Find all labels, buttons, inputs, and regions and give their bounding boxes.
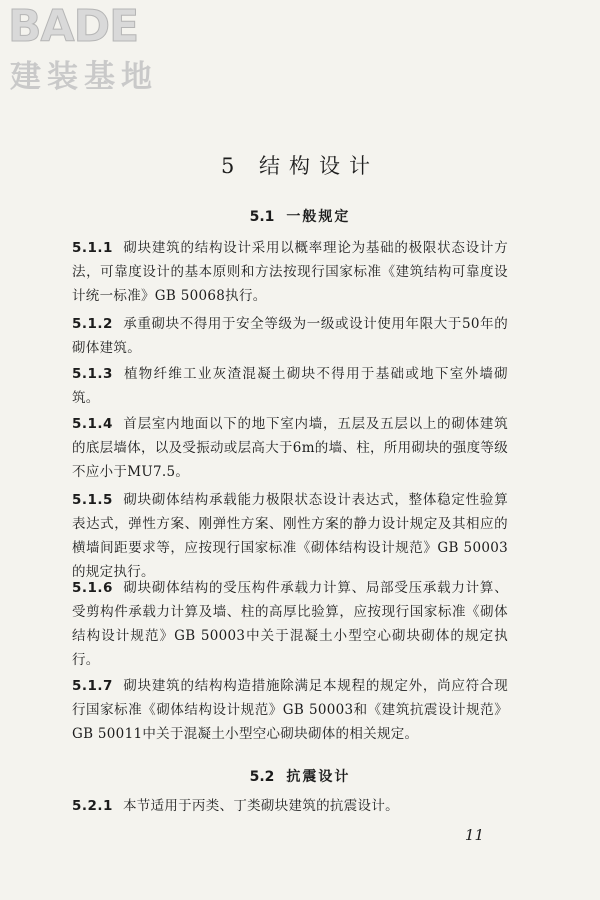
clause-5-2-1 [72,794,508,818]
clause-text: 砌块砌体结构的受压构件承载力计算、局部受压承载力计算、受剪构件承载力计算及墙、柱的高厚比验算，应按现行国家标准《砌体结构设计规范》GB 50003中关于混凝土小型空心砌块砌体的规定执行。 [72,580,508,668]
clause-number: 5.1.4 [72,416,113,432]
clause-5-1-2 [72,312,508,360]
section-title: 一般规定 [286,209,351,225]
chapter-title: 5 结构设计 [220,154,380,178]
section-number: 5.2 [249,769,275,785]
clause-number: 5.1.6 [72,580,113,596]
page-number: 11 [464,826,484,844]
clause-text: 承重砌块不得用于安全等级为一级或设计使用年限大于50年的砌体建筑。 [72,316,508,356]
clause-number: 5.1.7 [72,678,113,694]
section-heading-5-2 [0,766,600,786]
clause-text: 本节适用于丙类、丁类砌块建筑的抗震设计。 [122,798,399,814]
publisher-logo [8,1,198,104]
clause-number: 5.1.5 [72,492,113,508]
clause-5-1-7 [72,674,508,746]
clause-5-1-4 [72,412,508,484]
logo-wordmark: BADE [8,1,139,52]
clause-number: 5.1.3 [72,366,113,382]
clause-text: 植物纤维工业灰渣混凝土砌块不得用于基础或地下室外墙砌筑。 [72,366,508,406]
section-number: 5.1 [249,209,275,225]
clause-5-1-6 [72,576,508,672]
section-title: 抗震设计 [286,769,351,785]
clause-5-1-5 [72,488,508,584]
logo-subtitle: 建装基地 [10,59,158,95]
clause-text: 砌块建筑的结构设计采用以概率理论为基础的极限状态设计方法，可靠度设计的基本原则和方法按现行国家标准《建筑结构可靠度设计统一标准》GB 50068执行。 [72,240,508,304]
clause-number: 5.1.1 [72,240,113,256]
clause-5-1-3 [72,362,508,410]
clause-5-1-1 [72,236,508,308]
clause-text: 砌块建筑的结构构造措施除满足本规程的规定外，尚应符合现行国家标准《砌体结构设计规范》GB 50003和《建筑抗震设计规范》GB 50011中关于混凝土小型空心砌块砌体的相关规定。 [72,678,508,742]
clause-number: 5.1.2 [72,316,113,332]
clause-text: 首层室内地面以下的地下室内墙，五层及五层以上的砌体建筑的底层墙体，以及受振动或层高大于6m的墙、柱，所用砌块的强度等级不应小于MU7.5。 [72,416,508,480]
section-heading-5-1 [0,206,600,226]
clause-text: 砌块砌体结构承载能力极限状态设计表达式，整体稳定性验算表达式，弹性方案、刚弹性方案、刚性方案的静力设计规定及其相应的横墙间距要求等，应按现行国家标准《砌体结构设计规范》GB 50003的规定执行。 [72,492,508,580]
clause-number: 5.2.1 [72,798,113,814]
